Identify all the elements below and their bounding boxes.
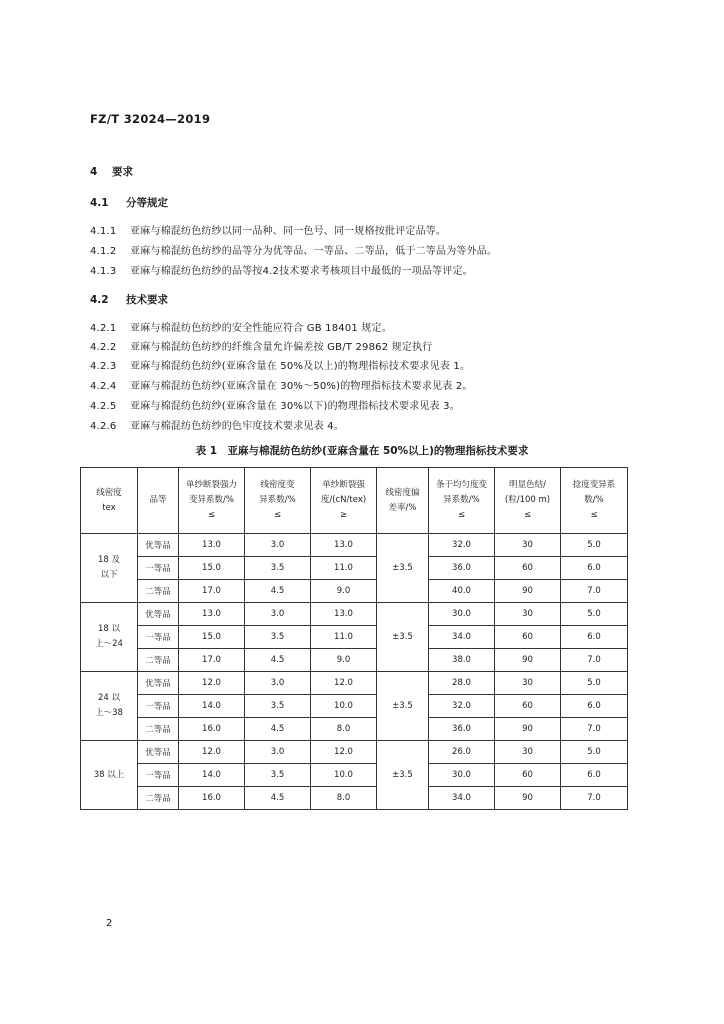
clause-text: 亚麻与棉混纺色纺纱的品等按4.2技术要求考核项目中最低的一项品等评定。 xyxy=(130,266,473,277)
table-row xyxy=(81,672,628,695)
deviation-cell: ±3.5 xyxy=(377,603,429,672)
value-cell: 17.0 xyxy=(179,649,245,672)
value-cell: 6.0 xyxy=(561,695,628,718)
clause-text: 亚麻与棉混纺色纺纱的纤维含量允许偏差按 GB/T 29862 规定执行 xyxy=(130,342,433,353)
value-cell: 11.0 xyxy=(311,626,377,649)
value-cell: 6.0 xyxy=(561,557,628,580)
value-cell: 5.0 xyxy=(561,672,628,695)
header-cell: 线密度变 异系数/% ≤ xyxy=(245,468,311,534)
section-number: 4 xyxy=(90,166,98,178)
clause-4-2-6 xyxy=(90,417,344,432)
grade-cell: 一等品 xyxy=(138,557,179,580)
page-number: 2 xyxy=(106,918,113,929)
clause-4-2-3 xyxy=(90,357,470,372)
value-cell: 10.0 xyxy=(311,695,377,718)
table-header-row xyxy=(81,468,628,534)
value-cell: 30 xyxy=(495,741,561,764)
header-cell: 单纱断裂强 度/(cN/tex) ≥ xyxy=(311,468,377,534)
value-cell: 9.0 xyxy=(311,649,377,672)
grade-cell: 优等品 xyxy=(138,672,179,695)
value-cell: 3.0 xyxy=(245,534,311,557)
subsection-title: 技术要求 xyxy=(126,294,168,306)
subsection-number: 4.2 xyxy=(90,294,109,306)
value-cell: 9.0 xyxy=(311,580,377,603)
value-cell: 60 xyxy=(495,626,561,649)
table-row xyxy=(81,649,628,672)
section-heading xyxy=(90,164,133,179)
value-cell: 10.0 xyxy=(311,764,377,787)
table-row xyxy=(81,626,628,649)
table-row xyxy=(81,741,628,764)
value-cell: 3.5 xyxy=(245,626,311,649)
header-cell: 捻度变异系 数/% ≤ xyxy=(561,468,628,534)
density-cell: 38 以上 xyxy=(81,741,138,810)
value-cell: 38.0 xyxy=(429,649,495,672)
value-cell: 90 xyxy=(495,580,561,603)
value-cell: 3.0 xyxy=(245,741,311,764)
value-cell: 5.0 xyxy=(561,603,628,626)
value-cell: 32.0 xyxy=(429,534,495,557)
value-cell: 30.0 xyxy=(429,764,495,787)
value-cell: 5.0 xyxy=(561,534,628,557)
table-row xyxy=(81,695,628,718)
clause-4-1-2 xyxy=(90,242,497,257)
clause-number: 4.1.2 xyxy=(90,246,117,257)
clause-number: 4.1.3 xyxy=(90,266,117,277)
deviation-cell: ±3.5 xyxy=(377,534,429,603)
value-cell: 3.0 xyxy=(245,672,311,695)
density-cell: 24 以 上～38 xyxy=(81,672,138,741)
table-row xyxy=(81,787,628,810)
table-row xyxy=(81,603,628,626)
clause-text: 亚麻与棉混纺色纺纱(亚麻含量在 30%以下)的物理指标技术要求见表 3。 xyxy=(130,401,460,412)
grade-cell: 二等品 xyxy=(138,718,179,741)
clause-number: 4.1.1 xyxy=(90,226,117,237)
value-cell: 7.0 xyxy=(561,649,628,672)
value-cell: 28.0 xyxy=(429,672,495,695)
spec-table xyxy=(80,467,628,810)
value-cell: 36.0 xyxy=(429,557,495,580)
header-cell: 明显色结/ (粒/100 m) ≤ xyxy=(495,468,561,534)
value-cell: 60 xyxy=(495,557,561,580)
deviation-cell: ±3.5 xyxy=(377,672,429,741)
clause-number: 4.2.2 xyxy=(90,342,117,353)
table-row xyxy=(81,580,628,603)
subsection-title: 分等规定 xyxy=(126,197,168,209)
value-cell: 3.0 xyxy=(245,603,311,626)
header-cell: 单纱断裂强力 变异系数/% ≤ xyxy=(179,468,245,534)
clause-text: 亚麻与棉混纺色纺纱以同一品种、同一色号、同一规格按批评定品等。 xyxy=(130,226,447,237)
clause-number: 4.2.5 xyxy=(90,401,117,412)
header-cell: 线密度偏 差率/% xyxy=(377,468,429,534)
grade-cell: 一等品 xyxy=(138,764,179,787)
value-cell: 90 xyxy=(495,649,561,672)
clause-text: 亚麻与棉混纺色纺纱(亚麻含量在 50%及以上)的物理指标技术要求见表 1。 xyxy=(130,361,471,372)
value-cell: 11.0 xyxy=(311,557,377,580)
subsection-heading-4-2 xyxy=(90,292,168,307)
clause-text: 亚麻与棉混纺色纺纱(亚麻含量在 30%～50%)的物理指标技术要求见表 2。 xyxy=(130,381,473,392)
value-cell: 14.0 xyxy=(179,764,245,787)
value-cell: 3.5 xyxy=(245,764,311,787)
grade-cell: 优等品 xyxy=(138,603,179,626)
grade-cell: 一等品 xyxy=(138,626,179,649)
value-cell: 4.5 xyxy=(245,649,311,672)
clause-4-2-2 xyxy=(90,338,432,353)
standard-code: FZ/T 32024—2019 xyxy=(90,112,211,126)
table-row xyxy=(81,764,628,787)
clause-number: 4.2.1 xyxy=(90,323,117,334)
value-cell: 13.0 xyxy=(179,603,245,626)
value-cell: 60 xyxy=(495,764,561,787)
value-cell: 30 xyxy=(495,603,561,626)
header-cell: 条干均匀度变 异系数/% ≤ xyxy=(429,468,495,534)
subsection-number: 4.1 xyxy=(90,197,109,209)
header-cell: 品等 xyxy=(138,468,179,534)
value-cell: 90 xyxy=(495,787,561,810)
grade-cell: 二等品 xyxy=(138,787,179,810)
value-cell: 3.5 xyxy=(245,557,311,580)
value-cell: 60 xyxy=(495,695,561,718)
clause-number: 4.2.6 xyxy=(90,421,117,432)
clause-4-1-1 xyxy=(90,222,446,237)
value-cell: 13.0 xyxy=(179,534,245,557)
table-row xyxy=(81,534,628,557)
value-cell: 7.0 xyxy=(561,718,628,741)
clause-4-2-1 xyxy=(90,319,392,334)
value-cell: 13.0 xyxy=(311,603,377,626)
value-cell: 7.0 xyxy=(561,580,628,603)
grade-cell: 二等品 xyxy=(138,580,179,603)
value-cell: 14.0 xyxy=(179,695,245,718)
grade-cell: 优等品 xyxy=(138,741,179,764)
density-cell: 18 及 以下 xyxy=(81,534,138,603)
value-cell: 34.0 xyxy=(429,787,495,810)
value-cell: 26.0 xyxy=(429,741,495,764)
value-cell: 40.0 xyxy=(429,580,495,603)
value-cell: 12.0 xyxy=(311,672,377,695)
deviation-cell: ±3.5 xyxy=(377,741,429,810)
clause-number: 4.2.4 xyxy=(90,381,117,392)
value-cell: 6.0 xyxy=(561,764,628,787)
value-cell: 3.5 xyxy=(245,695,311,718)
clause-4-2-4 xyxy=(90,377,473,392)
value-cell: 12.0 xyxy=(179,741,245,764)
grade-cell: 二等品 xyxy=(138,649,179,672)
value-cell: 8.0 xyxy=(311,787,377,810)
value-cell: 34.0 xyxy=(429,626,495,649)
clause-text: 亚麻与棉混纺色纺纱的色牢度技术要求见表 4。 xyxy=(130,421,344,432)
clause-text: 亚麻与棉混纺色纺纱的安全性能应符合 GB 18401 规定。 xyxy=(130,323,392,334)
value-cell: 90 xyxy=(495,718,561,741)
value-cell: 30 xyxy=(495,534,561,557)
table-row xyxy=(81,718,628,741)
value-cell: 12.0 xyxy=(179,672,245,695)
density-cell: 18 以 上～24 xyxy=(81,603,138,672)
value-cell: 15.0 xyxy=(179,557,245,580)
value-cell: 15.0 xyxy=(179,626,245,649)
clause-text: 亚麻与棉混纺色纺纱的品等分为优等品、一等品、二等品，低于二等品为等外品。 xyxy=(130,246,498,257)
value-cell: 16.0 xyxy=(179,787,245,810)
value-cell: 4.5 xyxy=(245,718,311,741)
value-cell: 4.5 xyxy=(245,787,311,810)
clause-number: 4.2.3 xyxy=(90,361,117,372)
value-cell: 30 xyxy=(495,672,561,695)
clause-4-2-5 xyxy=(90,397,460,412)
value-cell: 16.0 xyxy=(179,718,245,741)
table-row xyxy=(81,557,628,580)
clause-4-1-3 xyxy=(90,262,473,277)
section-title: 要求 xyxy=(112,166,133,178)
subsection-heading-4-1 xyxy=(90,195,168,210)
value-cell: 30.0 xyxy=(429,603,495,626)
value-cell: 12.0 xyxy=(311,741,377,764)
value-cell: 32.0 xyxy=(429,695,495,718)
value-cell: 36.0 xyxy=(429,718,495,741)
value-cell: 7.0 xyxy=(561,787,628,810)
grade-cell: 一等品 xyxy=(138,695,179,718)
value-cell: 13.0 xyxy=(311,534,377,557)
value-cell: 5.0 xyxy=(561,741,628,764)
grade-cell: 优等品 xyxy=(138,534,179,557)
header-cell: 线密度 tex xyxy=(81,468,138,534)
value-cell: 8.0 xyxy=(311,718,377,741)
value-cell: 4.5 xyxy=(245,580,311,603)
value-cell: 6.0 xyxy=(561,626,628,649)
table-caption: 表 1 亚麻与棉混纺色纺纱(亚麻含量在 50%以上)的物理指标技术要求 xyxy=(195,445,529,457)
value-cell: 17.0 xyxy=(179,580,245,603)
